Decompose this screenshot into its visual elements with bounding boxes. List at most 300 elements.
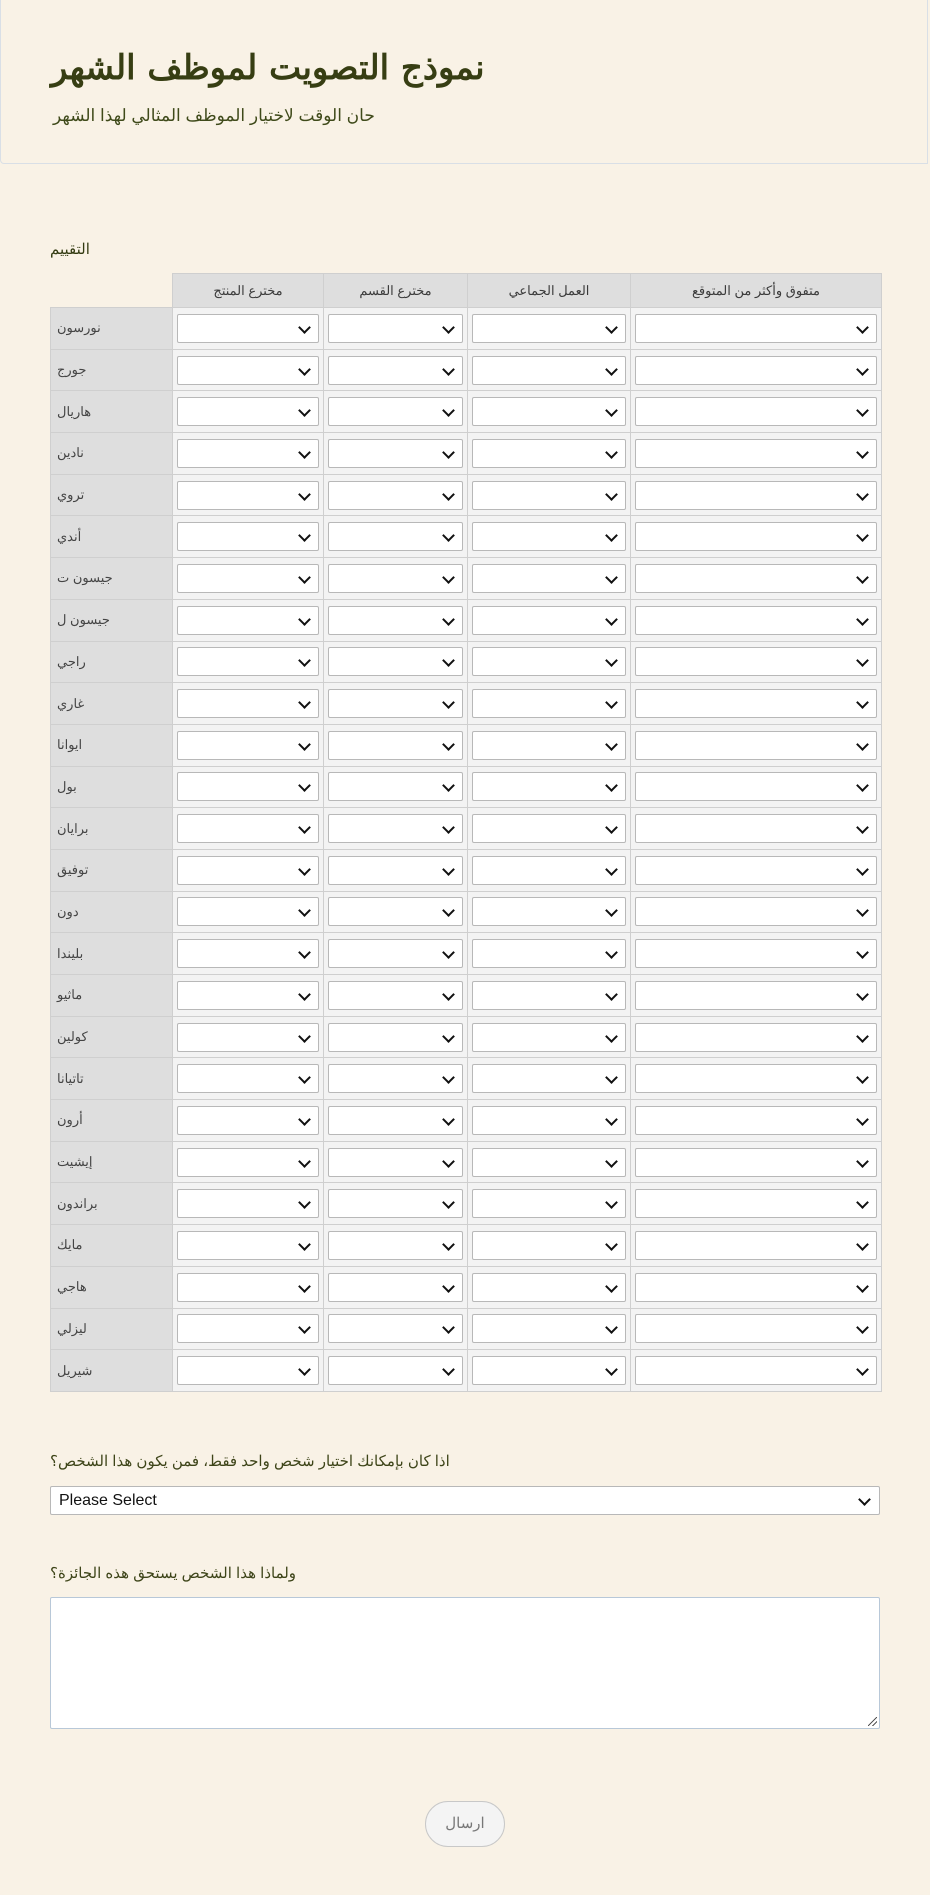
matrix-cell [324, 391, 468, 433]
matrix-cell [631, 849, 882, 891]
matrix-cell [324, 474, 468, 516]
chevron-down-icon [605, 863, 618, 876]
matrix-row [51, 975, 882, 1017]
chevron-down-icon [442, 404, 455, 417]
matrix-cell [468, 308, 631, 350]
matrix-cell [173, 474, 324, 516]
matrix-cell [324, 1266, 468, 1308]
matrix-cell [468, 975, 631, 1017]
matrix-cell [468, 849, 631, 891]
chevron-down-icon [856, 1321, 869, 1334]
chevron-down-icon [856, 404, 869, 417]
rating-dropdown[interactable] [472, 981, 626, 1010]
matrix-row [51, 1350, 882, 1392]
matrix-cell [173, 1100, 324, 1142]
matrix-row [51, 433, 882, 475]
rating-dropdown[interactable] [177, 481, 319, 510]
rating-dropdown[interactable] [472, 356, 626, 385]
rating-dropdown[interactable] [177, 1106, 319, 1135]
reason-textarea[interactable] [50, 1597, 880, 1729]
rating-dropdown[interactable] [328, 481, 463, 510]
matrix-cell [468, 1308, 631, 1350]
chevron-down-icon [298, 446, 311, 459]
rating-dropdown[interactable] [472, 1356, 626, 1385]
chevron-down-icon [442, 488, 455, 501]
matrix-cell [468, 1100, 631, 1142]
chevron-down-icon [442, 1030, 455, 1043]
chevron-down-icon [856, 488, 869, 501]
rating-dropdown[interactable] [472, 314, 626, 343]
chevron-down-icon [298, 780, 311, 793]
chevron-down-icon [605, 821, 618, 834]
matrix-row [51, 933, 882, 975]
chevron-down-icon [298, 1113, 311, 1126]
matrix-cell [631, 1100, 882, 1142]
rating-dropdown[interactable] [328, 606, 463, 635]
matrix-cell [324, 433, 468, 475]
chevron-down-icon [442, 905, 455, 918]
rating-dropdown[interactable] [635, 439, 877, 468]
rating-dropdown[interactable] [328, 1106, 463, 1135]
rating-dropdown[interactable] [177, 772, 319, 801]
chevron-down-icon [856, 1155, 869, 1168]
matrix-cell [324, 558, 468, 600]
rating-dropdown[interactable] [177, 856, 319, 885]
matrix-cell [631, 599, 882, 641]
matrix-cell [631, 516, 882, 558]
matrix-cell [468, 1350, 631, 1392]
chevron-down-icon [298, 404, 311, 417]
chevron-down-icon [298, 613, 311, 626]
row-header: ليزلي [51, 1308, 173, 1350]
row-header: ماثيو [51, 975, 173, 1017]
rating-dropdown[interactable] [635, 939, 877, 968]
matrix-cell [173, 933, 324, 975]
matrix-cell [324, 1016, 468, 1058]
row-header: دون [51, 891, 173, 933]
rating-dropdown[interactable] [328, 897, 463, 926]
rating-dropdown[interactable] [177, 1148, 319, 1177]
row-header: مايك [51, 1225, 173, 1267]
row-header: إيشيت [51, 1141, 173, 1183]
matrix-cell [173, 808, 324, 850]
rating-dropdown[interactable] [472, 1314, 626, 1343]
matrix-cell [468, 474, 631, 516]
chevron-down-icon [856, 988, 869, 1001]
matrix-cell [324, 808, 468, 850]
chevron-down-icon [298, 696, 311, 709]
rating-dropdown[interactable] [635, 1023, 877, 1052]
row-header: توفيق [51, 849, 173, 891]
rating-dropdown[interactable] [472, 439, 626, 468]
chevron-down-icon [605, 488, 618, 501]
rating-dropdown[interactable] [472, 1231, 626, 1260]
chevron-down-icon [442, 988, 455, 1001]
chevron-down-icon [442, 1280, 455, 1293]
chevron-down-icon [442, 738, 455, 751]
rating-dropdown[interactable] [635, 647, 877, 676]
chevron-down-icon [605, 1155, 618, 1168]
page-subtitle: حان الوقت لاختيار الموظف المثالي لهذا الشهر [53, 106, 375, 125]
rating-dropdown[interactable] [177, 1231, 319, 1260]
matrix-cell [324, 891, 468, 933]
rating-dropdown[interactable] [328, 314, 463, 343]
chevron-down-icon [298, 1196, 311, 1209]
rating-dropdown[interactable] [177, 397, 319, 426]
chevron-down-icon [856, 1071, 869, 1084]
rating-dropdown[interactable] [328, 1023, 463, 1052]
matrix-cell [324, 975, 468, 1017]
chevron-down-icon [856, 321, 869, 334]
rating-dropdown[interactable] [328, 814, 463, 843]
matrix-cell [468, 891, 631, 933]
chevron-down-icon [442, 780, 455, 793]
chevron-down-icon [858, 1493, 871, 1506]
chevron-down-icon [605, 613, 618, 626]
rating-dropdown[interactable] [328, 1189, 463, 1218]
rating-dropdown[interactable] [177, 897, 319, 926]
rating-dropdown[interactable] [328, 981, 463, 1010]
matrix-cell [631, 891, 882, 933]
matrix-cell [631, 1350, 882, 1392]
rating-dropdown[interactable] [635, 481, 877, 510]
rating-dropdown[interactable] [177, 1314, 319, 1343]
chevron-down-icon [856, 1363, 869, 1376]
rating-dropdown[interactable] [177, 981, 319, 1010]
matrix-cell [324, 516, 468, 558]
matrix-corner [51, 274, 173, 308]
rating-dropdown[interactable] [635, 522, 877, 551]
rating-dropdown[interactable] [328, 647, 463, 676]
rating-dropdown[interactable] [472, 856, 626, 885]
rating-dropdown[interactable] [177, 939, 319, 968]
matrix-cell [468, 1266, 631, 1308]
chevron-down-icon [605, 1321, 618, 1334]
chevron-down-icon [298, 1280, 311, 1293]
chevron-down-icon [856, 863, 869, 876]
matrix-cell [173, 849, 324, 891]
employee-select-value: Please Select [59, 1492, 157, 1509]
row-header: جيسون ل [51, 599, 173, 641]
row-header: هاجي [51, 1266, 173, 1308]
matrix-cell [324, 849, 468, 891]
column-header-teamwork: العمل الجماعي [468, 274, 631, 308]
matrix-row [51, 1183, 882, 1225]
chevron-down-icon [298, 821, 311, 834]
rating-dropdown[interactable] [472, 1064, 626, 1093]
matrix-cell [631, 683, 882, 725]
matrix-cell [468, 1183, 631, 1225]
matrix-cell [173, 1225, 324, 1267]
chevron-down-icon [605, 1030, 618, 1043]
matrix-cell [173, 349, 324, 391]
rating-dropdown[interactable] [328, 564, 463, 593]
rating-dropdown[interactable] [328, 689, 463, 718]
rating-dropdown[interactable] [472, 897, 626, 926]
rating-dropdown[interactable] [177, 356, 319, 385]
matrix-cell [631, 724, 882, 766]
rating-dropdown[interactable] [328, 772, 463, 801]
matrix-row [51, 849, 882, 891]
matrix-row [51, 641, 882, 683]
chevron-down-icon [298, 529, 311, 542]
matrix-row [51, 1308, 882, 1350]
matrix-cell [324, 1141, 468, 1183]
row-header: نورسون [51, 308, 173, 350]
row-header: أرون [51, 1100, 173, 1142]
rating-dropdown[interactable] [328, 1231, 463, 1260]
rating-dropdown[interactable] [635, 689, 877, 718]
chevron-down-icon [442, 821, 455, 834]
chevron-down-icon [442, 446, 455, 459]
rating-dropdown[interactable] [635, 314, 877, 343]
rating-dropdown[interactable] [328, 856, 463, 885]
rating-dropdown[interactable] [635, 397, 877, 426]
rating-dropdown[interactable] [177, 606, 319, 635]
rating-dropdown[interactable] [328, 397, 463, 426]
rating-dropdown[interactable] [635, 981, 877, 1010]
rating-dropdown[interactable] [177, 1064, 319, 1093]
matrix-cell [173, 766, 324, 808]
chevron-down-icon [298, 863, 311, 876]
rating-dropdown[interactable] [472, 647, 626, 676]
form-header [0, 0, 928, 164]
rating-dropdown[interactable] [635, 731, 877, 760]
chevron-down-icon [856, 905, 869, 918]
chevron-down-icon [442, 1363, 455, 1376]
rating-dropdown[interactable] [635, 1231, 877, 1260]
matrix-cell [468, 1016, 631, 1058]
rating-dropdown[interactable] [635, 1064, 877, 1093]
rating-dropdown[interactable] [472, 939, 626, 968]
chevron-down-icon [856, 738, 869, 751]
chevron-down-icon [442, 613, 455, 626]
matrix-cell [631, 391, 882, 433]
chevron-down-icon [605, 738, 618, 751]
matrix-cell [631, 349, 882, 391]
chevron-down-icon [298, 363, 311, 376]
matrix-cell [631, 1141, 882, 1183]
chevron-down-icon [856, 780, 869, 793]
matrix-cell [173, 599, 324, 641]
matrix-cell [468, 641, 631, 683]
rating-matrix [50, 273, 882, 1392]
matrix-cell [173, 558, 324, 600]
matrix-cell [173, 891, 324, 933]
chevron-down-icon [605, 321, 618, 334]
matrix-row [51, 1100, 882, 1142]
column-header-product-inventor: مخترع المنتج [173, 274, 324, 308]
matrix-cell [173, 724, 324, 766]
rating-dropdown[interactable] [177, 1189, 319, 1218]
rating-dropdown[interactable] [328, 731, 463, 760]
matrix-row [51, 1141, 882, 1183]
rating-dropdown[interactable] [177, 647, 319, 676]
matrix-cell [324, 1100, 468, 1142]
rating-dropdown[interactable] [472, 606, 626, 635]
chevron-down-icon [856, 1030, 869, 1043]
chevron-down-icon [605, 1196, 618, 1209]
rating-dropdown[interactable] [328, 939, 463, 968]
matrix-cell [468, 724, 631, 766]
rating-dropdown[interactable] [328, 439, 463, 468]
rating-dropdown[interactable] [472, 689, 626, 718]
chevron-down-icon [605, 946, 618, 959]
rating-dropdown[interactable] [635, 772, 877, 801]
matrix-label: التقييم [50, 241, 90, 258]
rating-dropdown[interactable] [635, 1189, 877, 1218]
rating-dropdown[interactable] [177, 314, 319, 343]
matrix-cell [324, 599, 468, 641]
matrix-cell [324, 1350, 468, 1392]
matrix-cell [631, 975, 882, 1017]
matrix-body [51, 308, 882, 1392]
row-header: براندون [51, 1183, 173, 1225]
chevron-down-icon [605, 1113, 618, 1126]
rating-dropdown[interactable] [328, 1314, 463, 1343]
chevron-down-icon [298, 1030, 311, 1043]
chevron-down-icon [856, 1196, 869, 1209]
matrix-cell [468, 1058, 631, 1100]
matrix-cell [631, 474, 882, 516]
matrix-row [51, 766, 882, 808]
rating-dropdown[interactable] [472, 397, 626, 426]
chevron-down-icon [605, 571, 618, 584]
rating-dropdown[interactable] [472, 1189, 626, 1218]
rating-dropdown[interactable] [177, 564, 319, 593]
rating-dropdown[interactable] [472, 522, 626, 551]
submit-button[interactable]: ارسال [425, 1801, 505, 1847]
matrix-cell [324, 1183, 468, 1225]
matrix-cell [173, 308, 324, 350]
matrix-row [51, 1225, 882, 1267]
chevron-down-icon [442, 696, 455, 709]
rating-dropdown[interactable] [472, 481, 626, 510]
rating-dropdown[interactable] [177, 522, 319, 551]
matrix-row [51, 558, 882, 600]
single-choice-question-label: اذا كان بإمكانك اختيار شخص واحد فقط، فمن يكون هذا الشخص؟ [50, 1453, 450, 1470]
rating-dropdown[interactable] [177, 689, 319, 718]
rating-dropdown[interactable] [635, 356, 877, 385]
rating-dropdown[interactable] [472, 772, 626, 801]
chevron-down-icon [605, 1280, 618, 1293]
matrix-cell [468, 808, 631, 850]
matrix-row [51, 891, 882, 933]
chevron-down-icon [605, 988, 618, 1001]
rating-dropdown[interactable] [635, 897, 877, 926]
page-title: نموذج التصويت لموظف الشهر [51, 48, 485, 88]
rating-dropdown[interactable] [177, 439, 319, 468]
rating-dropdown[interactable] [635, 1106, 877, 1135]
chevron-down-icon [856, 363, 869, 376]
rating-dropdown[interactable] [472, 564, 626, 593]
rating-dropdown[interactable] [177, 1023, 319, 1052]
row-header: تروي [51, 474, 173, 516]
rating-dropdown[interactable] [635, 814, 877, 843]
rating-dropdown[interactable] [635, 1148, 877, 1177]
row-header: غاري [51, 683, 173, 725]
rating-dropdown[interactable] [177, 814, 319, 843]
chevron-down-icon [442, 363, 455, 376]
rating-dropdown[interactable] [635, 1273, 877, 1302]
chevron-down-icon [442, 654, 455, 667]
matrix-row [51, 808, 882, 850]
rating-dropdown[interactable] [635, 1314, 877, 1343]
chevron-down-icon [605, 654, 618, 667]
matrix-cell [631, 766, 882, 808]
chevron-down-icon [605, 1071, 618, 1084]
row-header: أندي [51, 516, 173, 558]
rating-dropdown[interactable] [635, 564, 877, 593]
rating-dropdown[interactable] [328, 522, 463, 551]
matrix-cell [631, 1183, 882, 1225]
matrix-row [51, 1266, 882, 1308]
reason-question-label: ولماذا هذا الشخص يستحق هذه الجائزة؟ [50, 1565, 297, 1582]
rating-dropdown[interactable] [635, 856, 877, 885]
rating-dropdown[interactable] [328, 1148, 463, 1177]
rating-dropdown[interactable] [328, 356, 463, 385]
matrix-cell [324, 766, 468, 808]
employee-select[interactable] [50, 1486, 880, 1515]
chevron-down-icon [856, 654, 869, 667]
rating-dropdown[interactable] [177, 731, 319, 760]
chevron-down-icon [856, 613, 869, 626]
rating-dropdown[interactable] [177, 1356, 319, 1385]
resize-grip-icon[interactable] [868, 1717, 877, 1726]
chevron-down-icon [856, 529, 869, 542]
rating-dropdown[interactable] [472, 1148, 626, 1177]
matrix-cell [631, 641, 882, 683]
rating-dropdown[interactable] [328, 1064, 463, 1093]
chevron-down-icon [856, 946, 869, 959]
chevron-down-icon [856, 571, 869, 584]
rating-dropdown[interactable] [472, 1023, 626, 1052]
matrix-cell [631, 558, 882, 600]
rating-dropdown[interactable] [472, 814, 626, 843]
matrix-cell [468, 433, 631, 475]
matrix-cell [468, 1225, 631, 1267]
rating-dropdown[interactable] [635, 1356, 877, 1385]
rating-dropdown[interactable] [472, 1273, 626, 1302]
matrix-cell [173, 1183, 324, 1225]
chevron-down-icon [298, 1363, 311, 1376]
matrix-cell [631, 433, 882, 475]
chevron-down-icon [442, 1155, 455, 1168]
rating-dropdown[interactable] [635, 606, 877, 635]
rating-dropdown[interactable] [177, 1273, 319, 1302]
matrix-header-row [51, 274, 882, 308]
chevron-down-icon [856, 446, 869, 459]
matrix-cell [324, 349, 468, 391]
matrix-cell [324, 933, 468, 975]
matrix-cell [468, 599, 631, 641]
rating-dropdown[interactable] [472, 1106, 626, 1135]
row-header: بليندا [51, 933, 173, 975]
rating-dropdown[interactable] [328, 1356, 463, 1385]
row-header: جيسون ت [51, 558, 173, 600]
rating-dropdown[interactable] [472, 731, 626, 760]
matrix-cell [468, 516, 631, 558]
matrix-row [51, 516, 882, 558]
matrix-cell [324, 308, 468, 350]
row-header: برايان [51, 808, 173, 850]
rating-dropdown[interactable] [328, 1273, 463, 1302]
chevron-down-icon [298, 1071, 311, 1084]
row-header: كولين [51, 1016, 173, 1058]
row-header: هاريال [51, 391, 173, 433]
matrix-cell [324, 1308, 468, 1350]
matrix-cell [631, 308, 882, 350]
